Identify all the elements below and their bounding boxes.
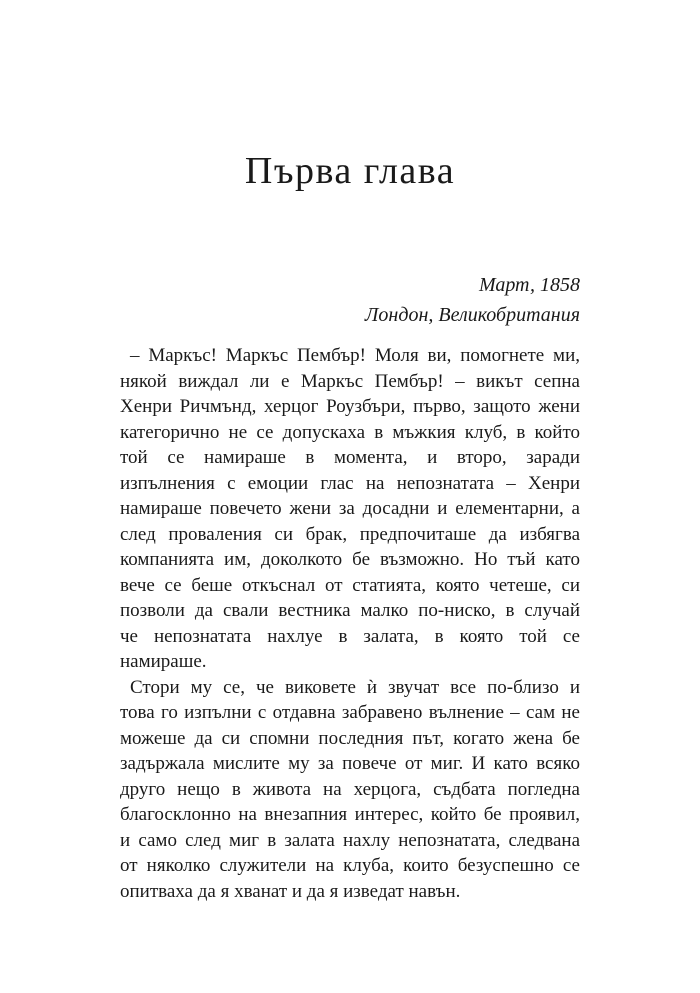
text-line: някой виждал ли е Маркъс Пембър! – викът сепна [120,370,580,392]
text-line: опитваха да я хванат и да я изведат навън. [120,880,461,902]
body-text [120,343,580,904]
text-line: задържала мислите му за повече от миг. И като всяко [120,753,580,774]
text-line: позволи да свали вестника малко по-ниско, в случай [120,600,580,621]
text-line: Хенри Ричмънд, херцог Роузбъри, първо, защото жени [120,396,580,417]
text-line: той се намираше в момента, и второ, заради [120,447,580,468]
text-line: изпълнения с емоции глас на непознатата – Хенри [120,472,580,494]
text-line: намираше. [120,651,207,672]
text-line: от няколко служители на клуба, които безуспешно се [120,855,580,876]
text-line: друго нещо в живота на херцога, съдбата погледна [120,778,580,800]
text-line: благосклонно на внезапния интерес, който бе проявил, [120,804,580,825]
text-line: че непознатата нахлуе в залата, в която той се [120,625,580,647]
text-line: Стори му се, че виковете ѝ звучат все по-близо и [130,676,580,698]
paragraph-1 [120,343,580,675]
paragraph-2 [120,675,580,905]
text-line: и само след миг в залата нахлу непознатата, следвана [120,829,580,851]
text-line: – Маркъс! Маркъс Пембър! Моля ви, помогнете ми, [130,345,580,366]
text-line: компанията им, доколкото бе възможно. Но тъй като [120,549,580,570]
epigraph [365,270,580,330]
text-line: намираше повечето жени за досадни и елементарни, а [120,498,580,519]
epigraph-place: Лондон, Великобритания [364,304,580,326]
chapter-title: Първа глава [244,150,456,192]
text-line: вече се беше откъснал от статията, която четеше, си [120,574,580,596]
epigraph-date: Март, 1858 [478,274,580,296]
text-line: категорично не се допускаха в мъжкия клуб, в който [120,421,580,443]
text-line: това го изпълни с отдавна забравено вълнение – сам не [120,702,580,723]
text-line: след проваления си брак, предпочиташе да избягва [120,523,580,545]
text-line: можеше да си спомни последния път, когато жена бе [120,727,580,749]
